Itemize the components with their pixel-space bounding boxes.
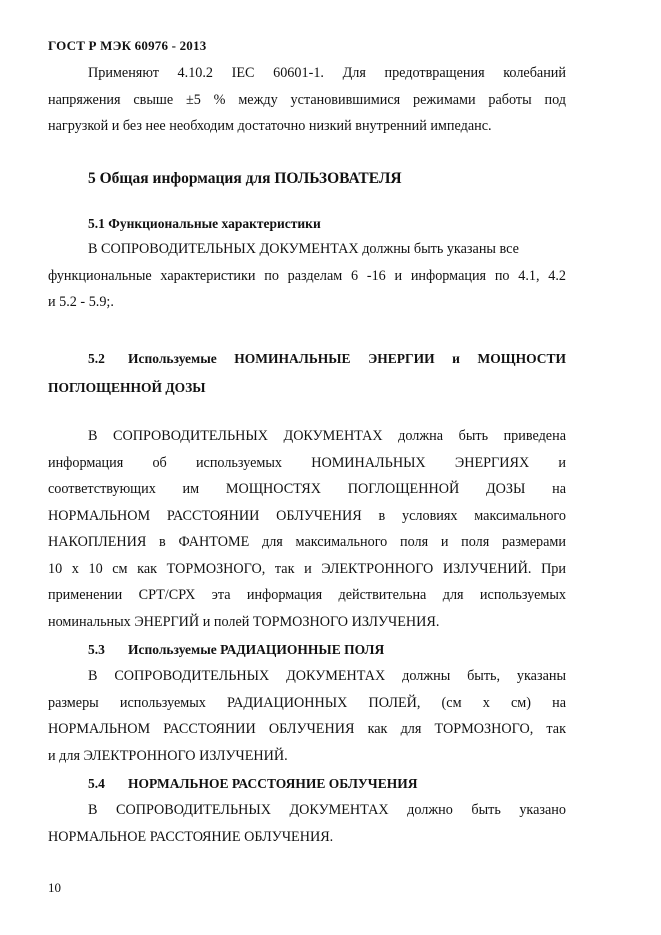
text-line: Применяют 4.10.2 IEC 60601-1. Для предотвращения колебаний bbox=[88, 65, 566, 81]
section-number: 5.4 bbox=[88, 776, 105, 791]
text-line: 10 х 10 см как ТОРМОЗНОГО, так и ЭЛЕКТРОННОГО ИЗЛУЧЕНИЙ. При bbox=[48, 560, 566, 577]
section-number: 5.3 bbox=[88, 642, 105, 657]
section-5-2-paragraph bbox=[48, 423, 566, 635]
section-5-4-paragraph bbox=[48, 797, 566, 850]
section-5-4-heading bbox=[88, 776, 417, 792]
heading-line: ПОГЛОЩЕННОЙ ДОЗЫ bbox=[48, 380, 206, 395]
text-line: НАКОПЛЕНИЯ в ФАНТОМЕ для максимального поля и поля размерами bbox=[48, 534, 566, 550]
section-5-2-heading bbox=[48, 344, 566, 402]
heading-line bbox=[48, 344, 566, 373]
text-line: НОРМАЛЬНОМ РАССТОЯНИИ ОБЛУЧЕНИЯ в условиях максимального bbox=[48, 507, 566, 524]
text-line: и для ЭЛЕКТРОННОГО ИЗЛУЧЕНИЙ. bbox=[48, 747, 288, 764]
text-line: функциональные характеристики по разделам 6 -16 и информация по 4.1, 4.2 bbox=[48, 267, 566, 284]
text-line: размеры используемых РАДИАЦИОННЫХ ПОЛЕЙ, (см х см) на bbox=[48, 694, 566, 711]
document-header: ГОСТ Р МЭК 60976 - 2013 bbox=[48, 38, 207, 53]
text-line: В СОПРОВОДИТЕЛЬНЫХ ДОКУМЕНТАХ должны быть указаны все bbox=[88, 241, 519, 257]
section-5-heading: 5 Общая информация для ПОЛЬЗОВАТЕЛЯ bbox=[88, 170, 402, 187]
section-5-3-paragraph bbox=[48, 663, 566, 769]
section-5-1-heading: 5.1 Функциональные характеристики bbox=[88, 216, 321, 231]
page-number: 10 bbox=[48, 880, 61, 895]
section-number: 5.2 bbox=[88, 351, 105, 366]
text-line: соответствующих им МОЩНОСТЯХ ПОГЛОЩЕННОЙ ДОЗЫ на bbox=[48, 481, 566, 497]
text-line: НОРМАЛЬНОЕ РАССТОЯНИЕ ОБЛУЧЕНИЯ. bbox=[48, 828, 334, 845]
text-line: НОРМАЛЬНОМ РАССТОЯНИИ ОБЛУЧЕНИЯ как для ТОРМОЗНОГО, так bbox=[48, 721, 566, 737]
intro-paragraph bbox=[48, 60, 566, 140]
text-line: напряжения свыше ±5 % между установившимися режимами работы под bbox=[48, 91, 566, 108]
text-line: информация об используемых НОМИНАЛЬНЫХ ЭНЕРГИЯХ и bbox=[48, 454, 566, 471]
text-line: номинальных ЭНЕРГИЙ и полей ТОРМОЗНОГО ИЗЛУЧЕНИЯ. bbox=[48, 613, 440, 630]
text-line: В СОПРОВОДИТЕЛЬНЫХ ДОКУМЕНТАХ должна быть приведена bbox=[88, 428, 566, 444]
heading-text: НОРМАЛЬНОЕ РАССТОЯНИЕ ОБЛУЧЕНИЯ bbox=[128, 776, 418, 791]
text-line: В СОПРОВОДИТЕЛЬНЫХ ДОКУМЕНТАХ должно быть указано bbox=[88, 802, 566, 818]
heading-text: Используемые НОМИНАЛЬНЫЕ ЭНЕРГИИ и МОЩНОСТИ bbox=[128, 351, 566, 366]
text-line: и 5.2 - 5.9;. bbox=[48, 294, 114, 310]
text-line: В СОПРОВОДИТЕЛЬНЫХ ДОКУМЕНТАХ должны быть, указаны bbox=[88, 668, 566, 684]
section-5-1-paragraph bbox=[48, 236, 566, 316]
section-5-3-heading bbox=[88, 642, 384, 658]
text-line: нагрузкой и без нее необходим достаточно низкий внутренний импеданс. bbox=[48, 118, 492, 134]
heading-text: Используемые РАДИАЦИОННЫЕ ПОЛЯ bbox=[128, 642, 385, 657]
text-line: применении СРТ/СРХ эта информация действительна для используемых bbox=[48, 587, 566, 603]
